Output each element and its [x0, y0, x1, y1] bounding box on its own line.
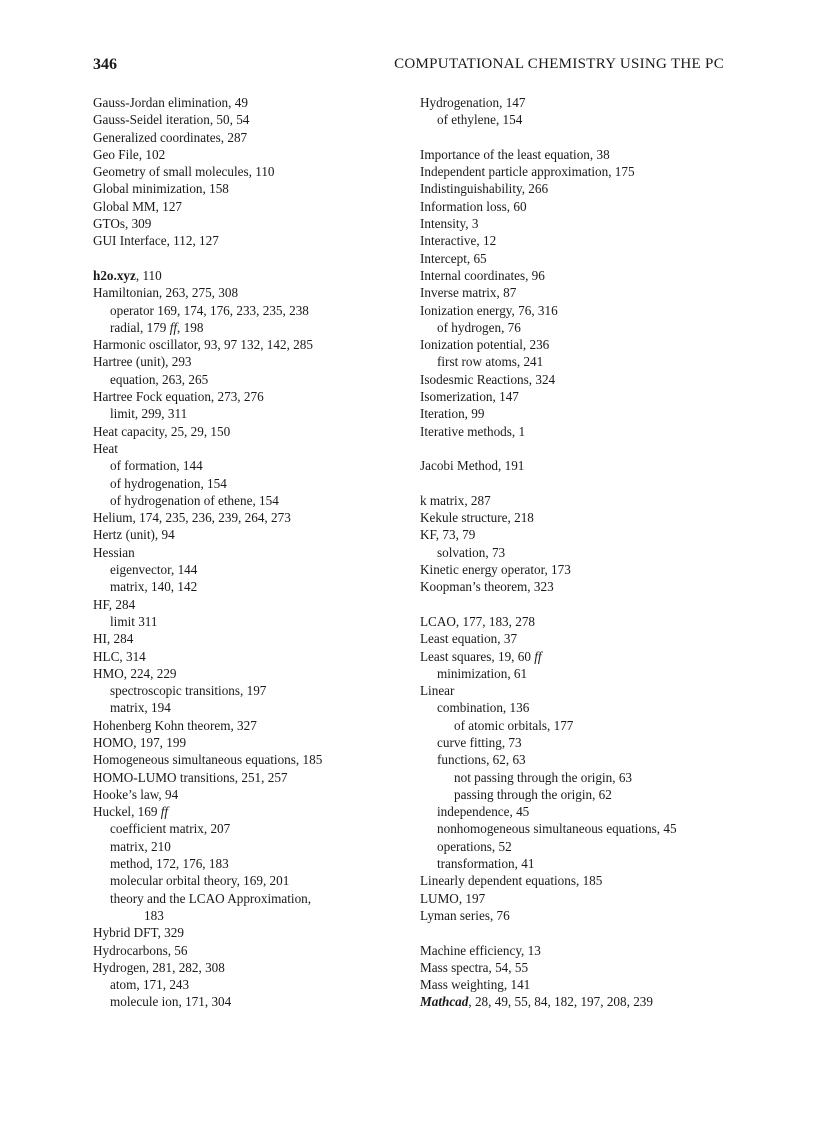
index-text: of ethylene, 154 — [437, 112, 523, 128]
index-entry — [420, 665, 730, 682]
index-text: curve fitting, 73 — [437, 734, 522, 750]
index-entry — [93, 838, 393, 855]
index-text: Gauss-Seidel iteration, 50, 54 — [93, 112, 250, 128]
index-column-right — [420, 94, 730, 1011]
index-entry — [420, 94, 730, 111]
index-entry — [93, 215, 393, 232]
index-entry — [420, 405, 730, 422]
index-text: limit 311 — [110, 613, 158, 629]
index-entry — [420, 302, 730, 319]
index-entry — [420, 751, 730, 768]
index-entry — [420, 682, 730, 699]
index-text: k matrix, 287 — [420, 492, 491, 508]
index-entry — [93, 630, 393, 647]
index-text: Linear — [420, 683, 455, 699]
index-text: KF, 73, 79 — [420, 527, 476, 543]
index-text: functions, 62, 63 — [437, 752, 526, 768]
index-entry — [420, 976, 730, 993]
index-entry — [420, 353, 730, 370]
index-entry — [420, 630, 730, 647]
index-entry — [420, 423, 730, 440]
index-text: of hydrogen, 76 — [437, 319, 521, 335]
index-text: Hartree Fock equation, 273, 276 — [93, 389, 264, 405]
index-text: atom, 171, 243 — [110, 977, 190, 993]
index-text: spectroscopic transitions, 197 — [110, 683, 267, 699]
index-entry — [93, 146, 393, 163]
index-entry — [420, 907, 730, 924]
index-entry — [420, 371, 730, 388]
index-entry — [93, 734, 393, 751]
index-entry — [93, 890, 393, 907]
index-text: matrix, 194 — [110, 700, 171, 716]
index-entry — [93, 526, 393, 543]
index-text: Kinetic energy operator, 173 — [420, 562, 571, 578]
index-text: of formation, 144 — [110, 458, 203, 474]
index-entry — [93, 578, 393, 595]
index-ff: ff — [169, 319, 178, 335]
index-text: Iteration, 99 — [420, 406, 485, 422]
index-text: minimization, 61 — [437, 665, 528, 681]
index-spacer — [420, 440, 730, 457]
index-spacer — [420, 475, 730, 492]
index-entry — [93, 371, 393, 388]
index-term: h2o.xyz — [93, 267, 136, 283]
index-text: operator 169, 174, 176, 233, 235, 238 — [110, 302, 309, 318]
index-entry — [420, 613, 730, 630]
index-entry — [420, 578, 730, 595]
index-text: of hydrogenation, 154 — [110, 475, 227, 491]
index-text: nonhomogeneous simultaneous equations, 45 — [437, 821, 677, 837]
index-text: Ionization potential, 236 — [420, 337, 550, 353]
index-text: GTOs, 309 — [93, 216, 152, 232]
index-text: Importance of the least equation, 38 — [420, 146, 610, 162]
index-text: Helium, 174, 235, 236, 239, 264, 273 — [93, 510, 291, 526]
index-entry — [420, 699, 730, 716]
index-entry — [93, 336, 393, 353]
index-entry — [420, 648, 730, 665]
index-entry — [93, 492, 393, 509]
index-entry — [420, 769, 730, 786]
index-text: Intensity, 3 — [420, 216, 479, 232]
index-text: Heat capacity, 25, 29, 150 — [93, 423, 231, 439]
index-text: first row atoms, 241 — [437, 354, 544, 370]
index-text: Koopman’s theorem, 323 — [420, 579, 554, 595]
index-text: Hartree (unit), 293 — [93, 354, 192, 370]
index-entry — [93, 613, 393, 630]
index-entry — [93, 111, 393, 128]
index-entry — [93, 959, 393, 976]
index-entry — [420, 336, 730, 353]
index-text: method, 172, 176, 183 — [110, 856, 229, 872]
index-term: Mathcad — [420, 994, 469, 1010]
index-text: Gauss-Jordan elimination, 49 — [93, 95, 248, 110]
index-entry — [420, 180, 730, 197]
index-entry — [420, 803, 730, 820]
index-entry — [93, 924, 393, 941]
index-text: solvation, 73 — [437, 544, 506, 560]
index-text: Harmonic oscillator, 93, 97 132, 142, 285 — [93, 337, 313, 353]
index-text: Isomerization, 147 — [420, 389, 519, 405]
index-spacer — [420, 129, 730, 146]
index-text: Machine efficiency, 13 — [420, 942, 541, 958]
index-entry — [420, 820, 730, 837]
index-text: Least squares, 19, 60 — [420, 648, 535, 664]
index-text: HMO, 224, 229 — [93, 665, 177, 681]
index-entry — [420, 872, 730, 889]
index-text: passing through the origin, 62 — [454, 786, 612, 802]
index-text: Kekule structure, 218 — [420, 510, 534, 526]
index-entry — [93, 475, 393, 492]
index-entry — [93, 180, 393, 197]
index-entry — [93, 561, 393, 578]
index-text: Hooke’s law, 94 — [93, 786, 179, 802]
index-text: Ionization energy, 76, 316 — [420, 302, 558, 318]
index-pages: , 28, 49, 55, 84, 182, 197, 208, 239 — [468, 994, 653, 1010]
index-entry — [93, 353, 393, 370]
index-text: Isodesmic Reactions, 324 — [420, 371, 556, 387]
index-entry — [420, 717, 730, 734]
index-entry — [93, 699, 393, 716]
index-text: not passing through the origin, 63 — [454, 769, 633, 785]
index-entry — [93, 751, 393, 768]
index-text: 183 — [144, 907, 164, 923]
index-entry — [420, 163, 730, 180]
index-entry — [420, 457, 730, 474]
index-entry — [420, 319, 730, 336]
index-text: Hydrogenation, 147 — [420, 95, 526, 110]
index-entry — [420, 232, 730, 249]
index-entry — [93, 872, 393, 889]
index-spacer — [420, 596, 730, 613]
index-text: LCAO, 177, 183, 278 — [420, 613, 536, 629]
index-entry — [93, 717, 393, 734]
index-entry — [420, 993, 730, 1010]
index-entry — [420, 855, 730, 872]
index-text: limit, 299, 311 — [110, 406, 188, 422]
index-text: HI, 284 — [93, 631, 134, 647]
index-entry — [420, 734, 730, 751]
index-entry — [420, 198, 730, 215]
page-header — [93, 56, 724, 78]
index-text: of hydrogenation of ethene, 154 — [110, 492, 279, 508]
index-entry — [93, 993, 393, 1010]
index-pages: , 198 — [177, 319, 204, 335]
index-text: combination, 136 — [437, 700, 530, 716]
index-text: operations, 52 — [437, 838, 512, 854]
index-text: Lyman series, 76 — [420, 907, 510, 923]
index-text: matrix, 140, 142 — [110, 579, 198, 595]
index-text: Geo File, 102 — [93, 146, 166, 162]
index-text: HOMO-LUMO transitions, 251, 257 — [93, 769, 288, 785]
index-text: Jacobi Method, 191 — [420, 458, 525, 474]
index-spacer — [420, 924, 730, 941]
index-entry — [420, 146, 730, 163]
index-entry — [420, 509, 730, 526]
index-entry — [93, 769, 393, 786]
index-entry — [93, 820, 393, 837]
index-text: LUMO, 197 — [420, 890, 486, 906]
index-entry — [420, 561, 730, 578]
page-number: 346 — [93, 56, 117, 73]
index-text: HOMO, 197, 199 — [93, 734, 187, 750]
index-entry — [93, 665, 393, 682]
index-text: GUI Interface, 112, 127 — [93, 233, 219, 249]
index-entry — [93, 855, 393, 872]
index-text: Hertz (unit), 94 — [93, 527, 175, 543]
index-entry — [93, 907, 393, 924]
index-text: Internal coordinates, 96 — [420, 267, 545, 283]
running-title: COMPUTATIONAL CHEMISTRY USING THE PC — [394, 56, 724, 72]
index-text: Generalized coordinates, 287 — [93, 129, 248, 145]
index-text: Hydrocarbons, 56 — [93, 942, 188, 958]
index-text: eigenvector, 144 — [110, 562, 198, 578]
index-text: Intercept, 65 — [420, 250, 487, 266]
index-text: radial, 179 — [110, 319, 170, 335]
index-text: Inverse matrix, 87 — [420, 285, 517, 301]
index-text: equation, 263, 265 — [110, 371, 209, 387]
index-entry — [93, 440, 393, 457]
index-entry — [420, 492, 730, 509]
index-text: Mass spectra, 54, 55 — [420, 959, 529, 975]
index-entry — [420, 544, 730, 561]
index-ff: ff — [534, 648, 542, 664]
index-text: Hybrid DFT, 329 — [93, 925, 184, 941]
index-entry — [93, 129, 393, 146]
index-entry — [93, 648, 393, 665]
index-entry — [420, 250, 730, 267]
index-text: Heat — [93, 440, 118, 456]
index-entry — [420, 786, 730, 803]
index-entry — [93, 423, 393, 440]
index-entry — [93, 976, 393, 993]
index-entry — [420, 942, 730, 959]
index-text: Interactive, 12 — [420, 233, 497, 249]
index-text: Linearly dependent equations, 185 — [420, 873, 603, 889]
index-text: Geometry of small molecules, 110 — [93, 164, 275, 180]
index-entry — [420, 284, 730, 301]
index-entry — [93, 388, 393, 405]
index-entry — [93, 942, 393, 959]
index-text: Global MM, 127 — [93, 198, 183, 214]
index-text: Huckel, 169 — [93, 804, 161, 820]
index-text: Hydrogen, 281, 282, 308 — [93, 959, 225, 975]
index-text: HLC, 314 — [93, 648, 146, 664]
index-entry — [93, 405, 393, 422]
index-entry — [420, 215, 730, 232]
index-entry — [93, 163, 393, 180]
index-entry — [93, 284, 393, 301]
index-entry — [93, 319, 393, 336]
index-entry — [93, 267, 393, 284]
index-text: Hohenberg Kohn theorem, 327 — [93, 717, 257, 733]
index-entry — [93, 682, 393, 699]
index-text: Least equation, 37 — [420, 631, 518, 647]
index-text: Hessian — [93, 544, 135, 560]
index-text: Hamiltonian, 263, 275, 308 — [93, 285, 239, 301]
index-entry — [420, 111, 730, 128]
index-entry — [420, 388, 730, 405]
index-entry — [420, 838, 730, 855]
index-entry — [93, 596, 393, 613]
index-entry — [420, 526, 730, 543]
index-spacer — [93, 250, 393, 267]
index-entry — [93, 803, 393, 820]
index-entry — [93, 509, 393, 526]
index-entry — [420, 267, 730, 284]
index-text: Iterative methods, 1 — [420, 423, 526, 439]
index-column-left — [93, 94, 393, 1011]
index-text: independence, 45 — [437, 804, 530, 820]
index-text: HF, 284 — [93, 596, 136, 612]
index-text: Homogeneous simultaneous equations, 185 — [93, 752, 323, 768]
index-entry — [93, 457, 393, 474]
index-text: matrix, 210 — [110, 838, 171, 854]
index-text: Indistinguishability, 266 — [420, 181, 549, 197]
index-entry — [93, 786, 393, 803]
index-text: Information loss, 60 — [420, 198, 527, 214]
index-ff: ff — [160, 804, 169, 820]
index-text: Global minimization, 158 — [93, 181, 229, 197]
index-entry — [93, 544, 393, 561]
index-text: theory and the LCAO Approximation, — [110, 890, 312, 906]
index-entry — [93, 198, 393, 215]
index-entry — [93, 232, 393, 249]
index-pages: , 110 — [135, 267, 162, 283]
index-entry — [93, 302, 393, 319]
index-entry — [420, 959, 730, 976]
index-text: molecule ion, 171, 304 — [110, 994, 232, 1010]
index-text: of atomic orbitals, 177 — [454, 717, 574, 733]
index-text: molecular orbital theory, 169, 201 — [110, 873, 290, 889]
index-text: Independent particle approximation, 175 — [420, 164, 635, 180]
index-text: transformation, 41 — [437, 856, 535, 872]
index-entry — [93, 94, 393, 111]
index-text: coefficient matrix, 207 — [110, 821, 231, 837]
index-entry — [420, 890, 730, 907]
index-text: Mass weighting, 141 — [420, 977, 531, 993]
